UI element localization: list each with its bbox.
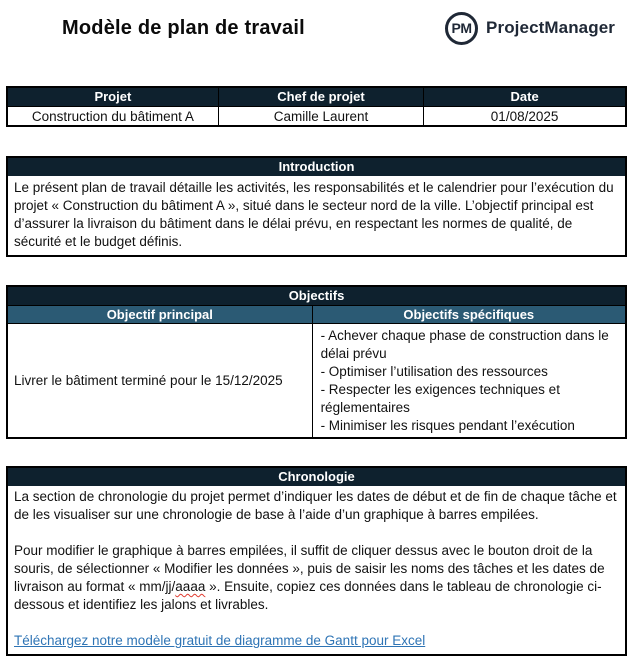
objectives-title: Objectifs	[8, 287, 625, 305]
specific-objective-item: - Achever chaque phase de construction dans le délai prévu	[320, 328, 609, 361]
project-info-value-row	[8, 106, 625, 125]
specific-objectives-header: Objectifs spécifiques	[312, 305, 625, 323]
timeline-paragraph-2-tail: ». Ensuite, copiez ces données dans le tableau de chronologie ci-dessous et identifiez les jalons et livrables.	[14, 579, 602, 612]
projectmanager-logo	[445, 12, 615, 45]
timeline-body	[8, 486, 625, 654]
spellcheck-flagged-word: aaaa	[175, 579, 206, 594]
timeline-section	[6, 466, 627, 656]
project-info-header-row	[8, 88, 625, 106]
gantt-link-paragraph	[14, 632, 619, 650]
introduction-title: Introduction	[8, 158, 625, 176]
timeline-paragraph-1: La section de chronologie du projet permet d’indiquer les dates de début et de fin de chaque tâche et de les visualiser sur une chronologie de base à l’aide d’un graphique à barres empilées.	[14, 489, 617, 522]
specific-objective-item: - Optimiser l’utilisation des ressources	[320, 364, 548, 379]
col-header-projet: Projet	[8, 88, 218, 106]
timeline-paragraph-2	[14, 542, 619, 614]
main-objective-header: Objectif principal	[8, 305, 312, 323]
document-header	[0, 0, 633, 48]
project-date-cell: 01/08/2025	[423, 106, 625, 125]
project-manager-cell: Camille Laurent	[218, 106, 423, 125]
objectives-section	[6, 285, 627, 439]
main-objective-cell: Livrer le bâtiment terminé pour le 15/12/2025	[8, 323, 312, 437]
gantt-template-link[interactable]: Téléchargez notre modèle gratuit de diagramme de Gantt pour Excel	[14, 633, 426, 648]
logo-wordmark: ProjectManager	[486, 18, 615, 37]
project-info-table	[6, 86, 627, 127]
objectives-content-row	[8, 323, 625, 437]
specific-objective-item: - Respecter les exigences techniques et réglementaires	[320, 382, 560, 415]
introduction-body: Le présent plan de travail détaille les activités, les responsabilités et le calendrier pour l’exécution du projet « Construction du bâtiment A », situé dans le secteur nord de la ville. L’objectif principal est d’assurer la livraison du bâtiment dans le délai prévu, en respectant les normes de qualité, de sécurité et le budget définis.	[14, 180, 614, 249]
pm-monogram-icon: PM	[445, 12, 478, 45]
project-name-cell: Construction du bâtiment A	[8, 106, 218, 125]
timeline-paragraph-2-text: Pour modifier le graphique à barres empilées, il suffit de cliquer dessus avec le bouton droit de la souris, de sélectionner « Modifier les données », puis de saisir les noms des tâches et les dates de livraison au format « mm/jj/	[14, 543, 605, 594]
objectives-subheader-row	[8, 305, 625, 323]
specific-objectives-cell	[312, 323, 625, 437]
col-header-chef-de-projet: Chef de projet	[218, 88, 423, 106]
introduction-section	[6, 156, 627, 257]
specific-objective-item: - Minimiser les risques pendant l’exécution	[320, 418, 575, 433]
timeline-title: Chronologie	[8, 468, 625, 486]
page-title: Modèle de plan de travail	[62, 16, 305, 39]
col-header-date: Date	[423, 88, 625, 106]
